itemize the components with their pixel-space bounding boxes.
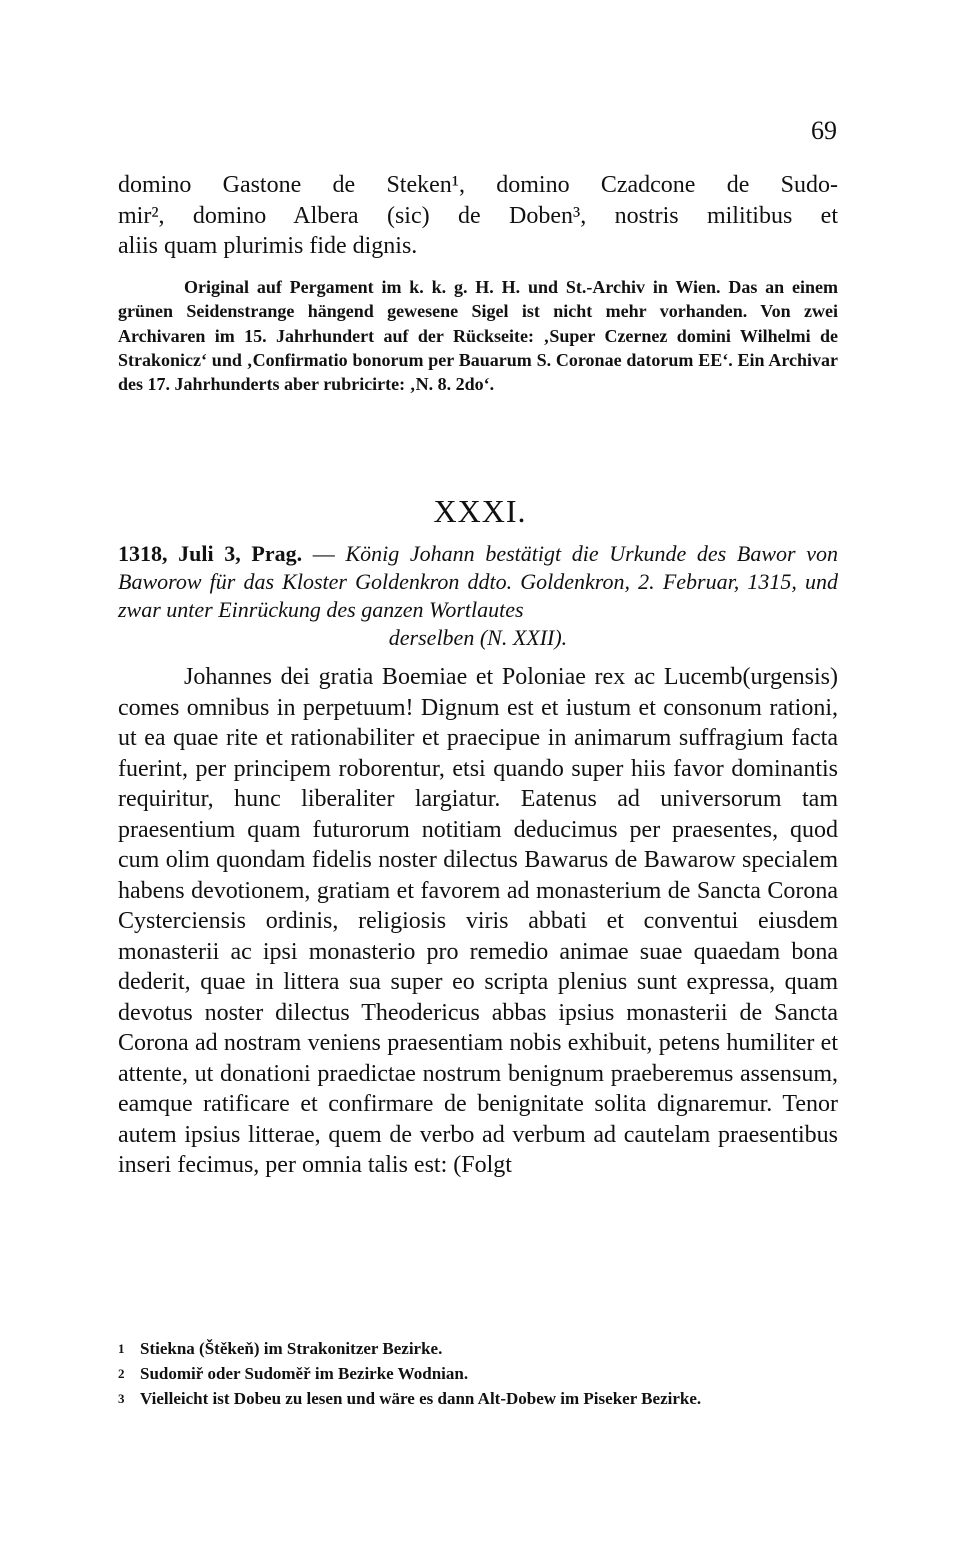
regest-text: König Johann bestätigt die Urkunde des Bawor von Baworow für das Kloster Goldenkron ddto. Goldenkron, 2. Februar, 1315, und zwar unter Einrückung des ganzen Wortlautes — [118, 541, 838, 622]
archival-note — [118, 275, 838, 396]
regest-last-line: derselben (N. XXII). — [388, 625, 568, 650]
main-text — [118, 662, 838, 1181]
intro-line-2: mir², domino Albera (sic) de Doben³, nostris militibus et — [118, 202, 838, 229]
intro-line-1: domino Gastone de Steken¹, domino Czadcone de Sudo- — [118, 172, 838, 198]
document-number: XXXI. — [433, 493, 527, 529]
regest — [118, 540, 838, 652]
intro-line-3: aliis quam plurimis fide dignis. — [118, 233, 418, 259]
intro-text — [118, 170, 838, 262]
footnote-1-text: Stiekna (Štěkeň) im Strakonitzer Bezirke. — [140, 1339, 443, 1358]
footnotes — [118, 1336, 838, 1411]
regest-dash: — — [312, 541, 335, 566]
archival-note-text: Original auf Pergament im k. k. g. H. H. und St.-Archiv in Wien. Das an einem grünen Seidenstrange hängend gewesene Sigel ist nicht mehr vorhanden. Von zwei Archivaren im 15. Jahrhundert auf der Rückseite: ‚Super Czernez domini Wilhelmi de Strakonicz‘ und ‚Confirmatio bonorum per Bauarum S. Coronae datorum EE‘. Ein Archivar des 17. Jahrhunderts aber rubricirte: ‚N. 8. 2do‘. — [118, 277, 838, 395]
footnote-2-text: Sudomiř oder Sudoměř im Bezirke Wodnian. — [140, 1364, 469, 1383]
regest-date: 1318, Juli 3, Prag. — [118, 541, 303, 566]
main-text-paragraph: Johannes dei gratia Boemiae et Poloniae rex ac Lucemb(urgensis) comes omnibus in perpetuum! Dignum est et iustum et consonum rationi, ut ea quae rite et rationabiliter et praecipue in animarum suffragium facta fuerint, per principem roborentur, etsi quando super hiis favor dominantis requiritur, hunc liberaliter largiatur. Eatenus ad universorum tam praesentium quam futurorum notitiam deducimus per praesentes, quod cum olim quondam fidelis noster dilectus Bawarus de Bawarow specialem habens devotionem, gratiam et favorem ad monasterium de Sancta Corona Cysterciensis ordinis, religiosis viris abbati et conventui eiusdem monasterii ac ipsi monasterio pro remedio animae suae quaedam bona dederit, quae in littera sua super eo scripta plenius sunt expressa, quam devotus noster dilectus Theodericus abbas ipsius monasterii de Sancta Corona ad nostram veniens praesentiam nobis exhibuit, petens humiliter et attente, ut donationi praedictae nostrum benignum praeberemus assensum, eamque ratificare et confirmare de benignitate solita dignaremur. Tenor autem ipsius litterae, quem de verbo ad verbum ad cautelam praesentibus inseri fecimus, per omnia talis est: (Folgt — [118, 664, 838, 1178]
footnote-3-mark: 3 — [118, 1391, 125, 1406]
footnote-2 — [118, 1361, 838, 1386]
regest-paragraph — [118, 540, 838, 652]
footnote-1-mark: 1 — [118, 1341, 125, 1356]
footnote-3 — [118, 1386, 838, 1411]
page-number: 69 — [811, 116, 837, 145]
footnote-3-text: Vielleicht ist Dobeu zu lesen und wäre es dann Alt-Dobew im Piseker Bezirke. — [140, 1389, 702, 1408]
footnote-1 — [118, 1336, 838, 1361]
footnote-2-mark: 2 — [118, 1366, 125, 1381]
